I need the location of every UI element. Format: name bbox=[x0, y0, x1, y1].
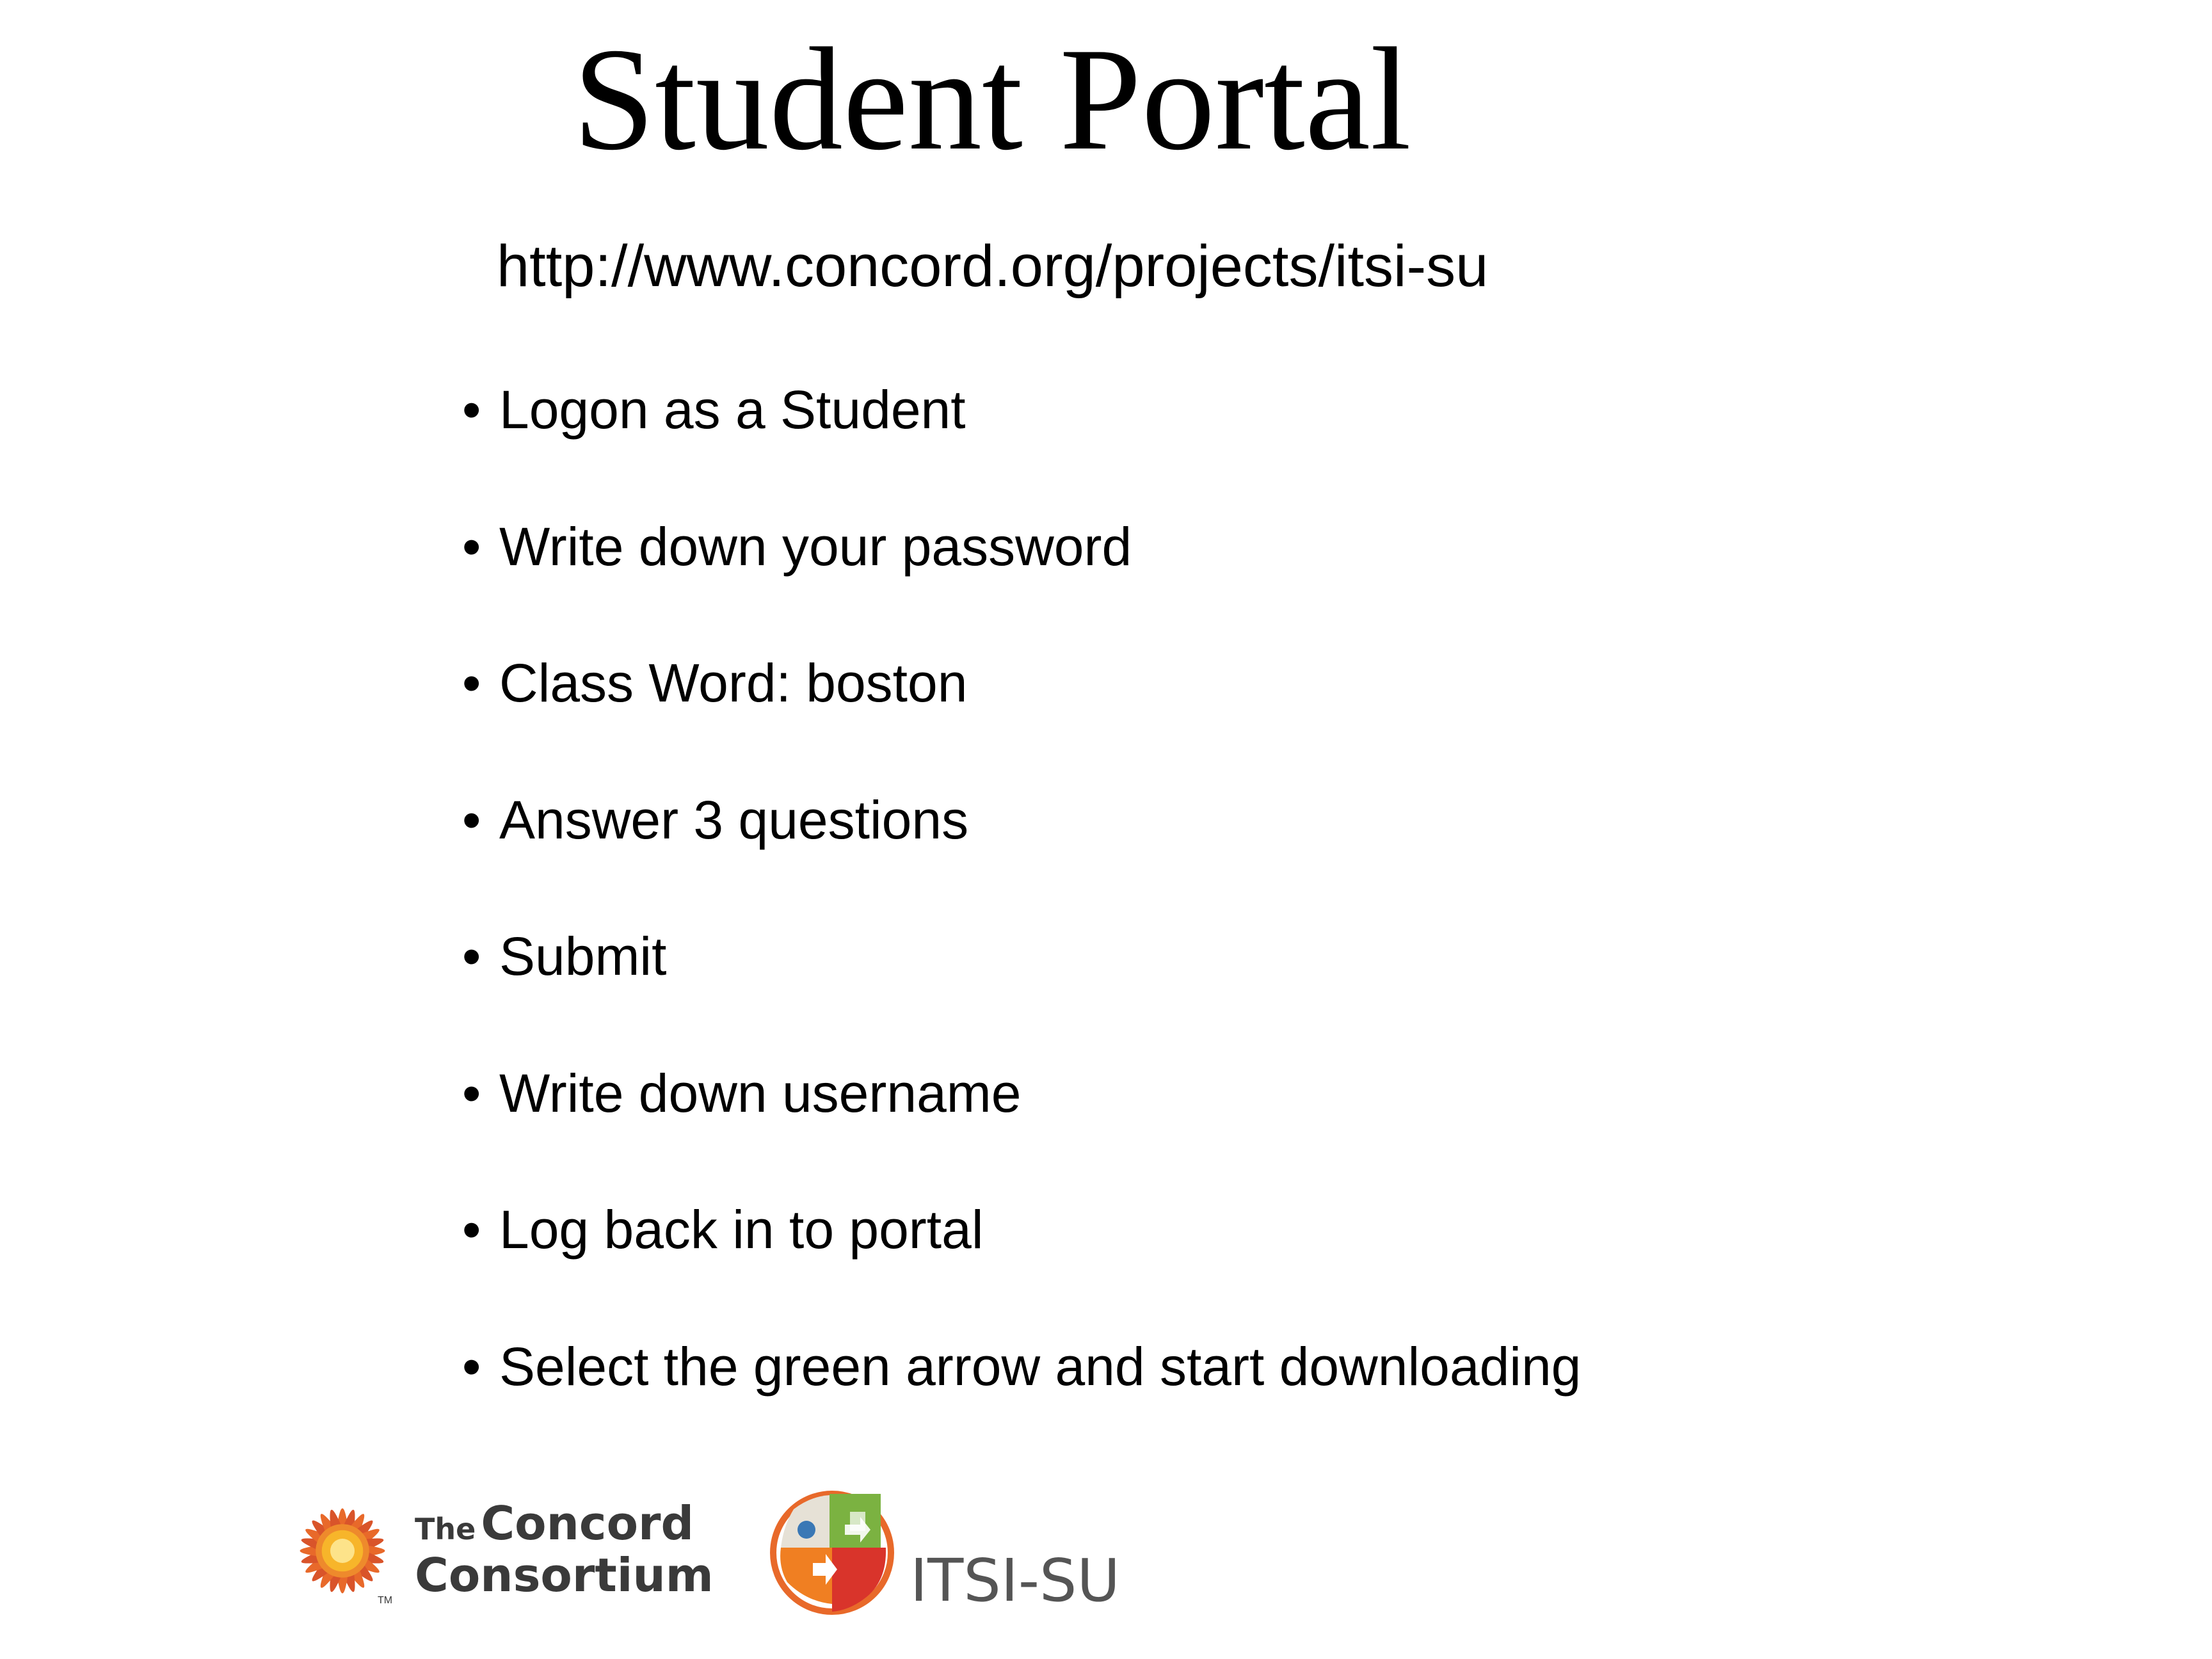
list-item-text: Answer 3 questions bbox=[499, 789, 969, 850]
list-item-text: Select the green arrow and start downloading bbox=[499, 1336, 1582, 1397]
itsi-su-logo bbox=[768, 1485, 1126, 1619]
slide-title: Student Portal bbox=[573, 17, 1411, 180]
wordmark-the: The bbox=[415, 1512, 476, 1546]
list-item bbox=[462, 918, 1581, 1055]
instruction-list bbox=[462, 371, 1581, 1464]
bullet-icon: • bbox=[462, 1199, 481, 1260]
list-item bbox=[462, 1191, 1581, 1328]
bullet-icon: • bbox=[462, 653, 481, 713]
puzzle-globe-icon bbox=[768, 1486, 896, 1617]
bullet-icon: • bbox=[462, 1062, 481, 1123]
bullet-icon: • bbox=[462, 1336, 481, 1397]
bullet-icon: • bbox=[462, 926, 481, 986]
portal-url: http://www.concord.org/projects/itsi-su bbox=[497, 234, 1489, 299]
list-item-text: Class Word: boston bbox=[499, 653, 968, 713]
trademark-mark: TM bbox=[378, 1595, 393, 1606]
list-item bbox=[462, 781, 1581, 918]
bullet-icon: • bbox=[462, 516, 481, 577]
list-item-text: Logon as a Student bbox=[499, 380, 966, 440]
list-item bbox=[462, 1055, 1581, 1192]
itsi-wordmark: ITSI-SU bbox=[910, 1546, 1120, 1615]
wordmark-consortium: Consortium bbox=[415, 1548, 714, 1602]
list-item bbox=[462, 508, 1581, 645]
list-item-text: Write down your password bbox=[499, 516, 1132, 577]
list-item bbox=[462, 1328, 1581, 1465]
sunburst-icon bbox=[282, 1490, 403, 1612]
concord-wordmark bbox=[415, 1496, 714, 1602]
bullet-icon: • bbox=[462, 380, 481, 440]
list-item bbox=[462, 371, 1581, 508]
wordmark-concord: Concord bbox=[481, 1496, 694, 1550]
list-item-text: Log back in to portal bbox=[499, 1199, 984, 1260]
concord-consortium-logo bbox=[282, 1485, 714, 1619]
list-item-text: Write down username bbox=[499, 1062, 1022, 1123]
bullet-icon: • bbox=[462, 789, 481, 850]
list-item bbox=[462, 645, 1581, 781]
list-item-text: Submit bbox=[499, 926, 667, 986]
